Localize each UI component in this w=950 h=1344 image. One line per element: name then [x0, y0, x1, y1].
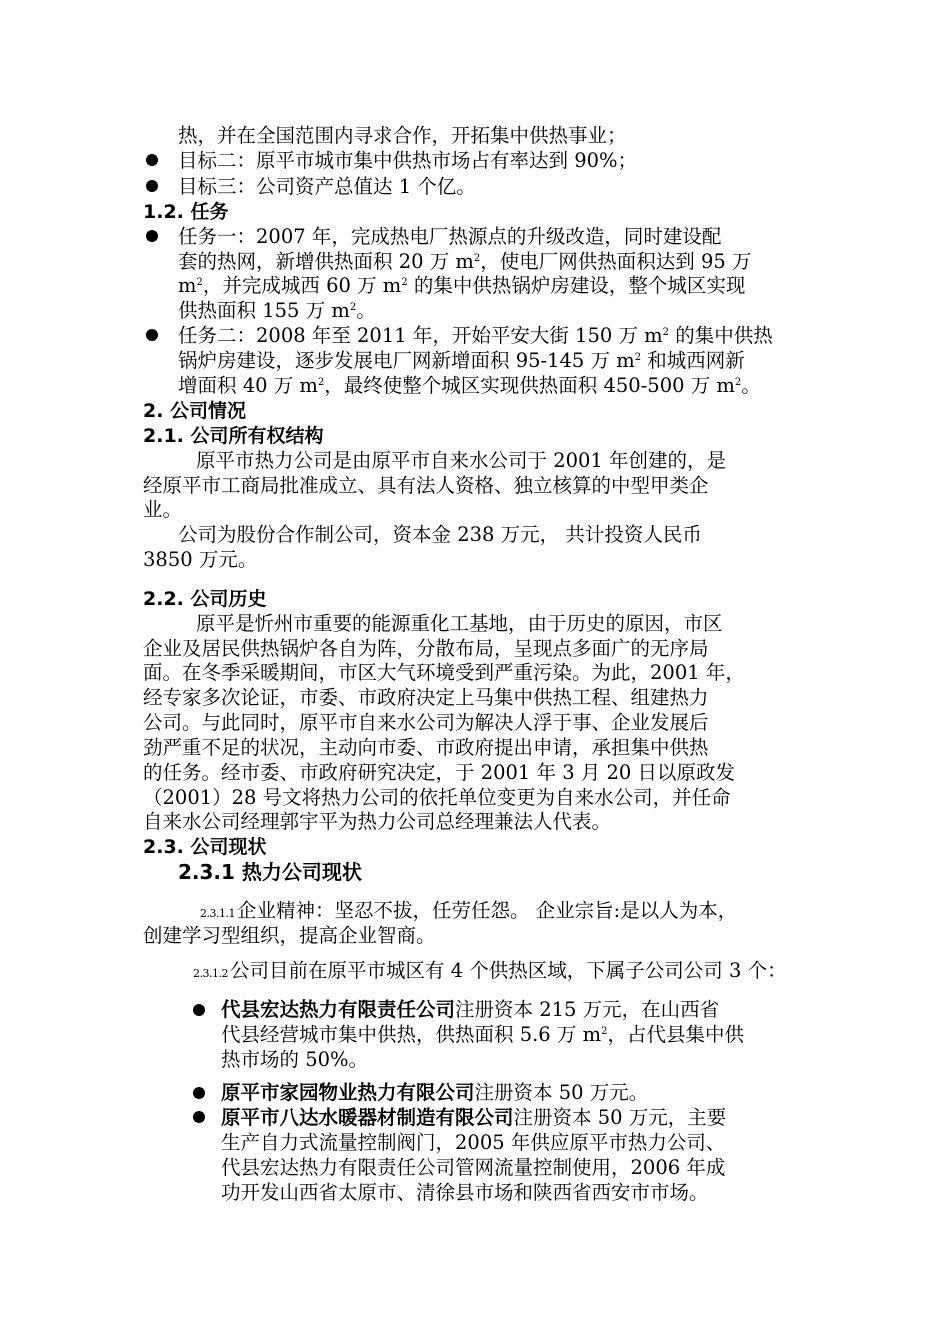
company-heading: 2. 公司情况 — [143, 400, 247, 422]
item-number: 2.3.1.1 — [200, 907, 235, 920]
status-heading: 2.3. 公司现状 — [143, 836, 267, 858]
task2-line1: 任务二：2008 年至 2011 年，开始平安大街 150 万 $m^2$ 的集中供热 — [178, 324, 773, 347]
ownership-heading: 2.1. 公司所有权结构 — [143, 425, 324, 447]
subsidiary-3-line2: 生产自力式流量控制阀门，2005 年供应原平市热力公司、 — [221, 1131, 726, 1154]
task1-line2: 套的热网，新增供热面积 20 万 $m^2$，使电厂网供热面积达到 95 万 — [178, 250, 752, 273]
status-item1-line2: 创建学习型组织，提高企业智商。 — [143, 924, 436, 947]
history-line: 企业及居民供热锅炉各自为阵，分散布局，呈现点多面广的无序局 — [143, 637, 709, 660]
status-item1-line1: 2.3.1.1 企业精神：坚忍不拔，任劳任怨。 企业宗旨:是以人为本， — [200, 899, 738, 922]
history-heading: 2.2. 公司历史 — [143, 588, 267, 610]
goal-2: 目标二：原平市城市集中供热市场占有率达到 90%； — [178, 149, 638, 172]
item-number: 2.3.1.2 — [193, 967, 228, 980]
task1-line1: 任务一：2007 年，完成热电厂热源点的升级改造，同时建设配 — [178, 225, 722, 248]
bullet-icon — [193, 1087, 205, 1099]
bullet-icon — [146, 154, 158, 166]
status-subheading: 2.3.1 热力公司现状 — [178, 860, 362, 884]
task1-line4: 供热面积 155 万 $m^2$。 — [178, 299, 376, 322]
ownership-p1-line2: 经原平市工商局批准成立、具有法人资格、独立核算的中型甲类企 — [143, 474, 709, 497]
bullet-icon — [146, 230, 158, 242]
history-line: 自来水公司经理郭宇平为热力公司总经理兼法人代表。 — [143, 810, 612, 833]
subsidiary-name: 原平市八达水暖器材制造有限公司 — [221, 1106, 514, 1129]
bullet-icon — [146, 329, 158, 341]
subsidiary-2-line1: 原平市家园物业热力有限公司注册资本 50 万元。 — [221, 1081, 649, 1104]
ownership-p2-line2: 3850 万元。 — [143, 548, 258, 571]
subsidiary-3-line1: 原平市八达水暖器材制造有限公司注册资本 50 万元，主要 — [221, 1106, 727, 1129]
subsidiary-3-line3: 代县宏达热力有限责任公司管网流量控制使用，2006 年成 — [221, 1156, 726, 1179]
subsidiary-1-line1: 代县宏达热力有限责任公司注册资本 215 万元，在山西省 — [221, 998, 720, 1021]
history-line: 公司。与此同时，原平市自来水公司为解决人浮于事、企业发展后 — [143, 711, 709, 734]
goal-3: 目标三：公司资产总值达 1 个亿。 — [178, 175, 476, 198]
history-line: 原平是忻州市重要的能源重化工基地，由于历史的原因，市区 — [196, 612, 723, 635]
ownership-p1-line3: 业。 — [143, 498, 183, 521]
bullet-icon — [193, 1004, 205, 1016]
subsidiary-3-line4: 功开发山西省太原市、清徐县市场和陕西省西安市市场。 — [221, 1181, 709, 1204]
tasks-heading: 1.2. 任务 — [143, 201, 229, 223]
subsidiary-name: 代县宏达热力有限责任公司 — [221, 998, 456, 1021]
subsidiary-name: 原平市家园物业热力有限公司 — [221, 1081, 475, 1104]
bullet-icon — [193, 1111, 205, 1123]
history-line: （2001）28 号文将热力公司的依托单位变更为自来水公司，并任命 — [143, 786, 731, 809]
bullet-icon — [146, 180, 158, 192]
ownership-p2-line1: 公司为股份合作制公司，资本金 238 万元， 共计投资人民币 — [178, 523, 702, 546]
task1-line3: $m^2$，并完成城西 60 万 $m^2$ 的集中供热锅炉房建设，整个城区实现 — [178, 274, 746, 297]
subsidiary-1-line3: 热市场的 50%。 — [221, 1048, 369, 1071]
history-line: 劲严重不足的状况，主动向市委、市政府提出申请，承担集中供热 — [143, 736, 709, 759]
history-line: 经专家多次论证，市委、市政府决定上马集中供热工程、组建热力 — [143, 686, 709, 709]
history-line: 面。在冬季采暖期间，市区大气环境受到严重污染。为此，2001 年， — [143, 661, 745, 684]
ownership-p1-line1: 原平市热力公司是由原平市自来水公司于 2001 年创建的，是 — [196, 449, 727, 472]
history-line: 的任务。经市委、市政府研究决定，于 2001 年 3 月 20 日以原政发 — [143, 761, 736, 784]
task2-line2: 锅炉房建设，逐步发展电厂网新增面积 95-145 万 $m^2$ 和城西网新 — [178, 349, 745, 372]
subsidiary-1-line2: 代县经营城市集中供热，供热面积 5.6 万 $m^2$，占代县集中供 — [221, 1023, 744, 1046]
goal1-continuation: 热，并在全国范围内寻求合作，开拓集中供热事业； — [178, 124, 627, 147]
task2-line3: 增面积 40 万 $m^2$，最终使整个城区实现供热面积 450-500 万 $m^2$。 — [178, 374, 761, 397]
status-item2-line1: 2.3.1.2 公司目前在原平市城区有 4 个供热区域，下属子公司公司 3 个： — [193, 959, 787, 982]
